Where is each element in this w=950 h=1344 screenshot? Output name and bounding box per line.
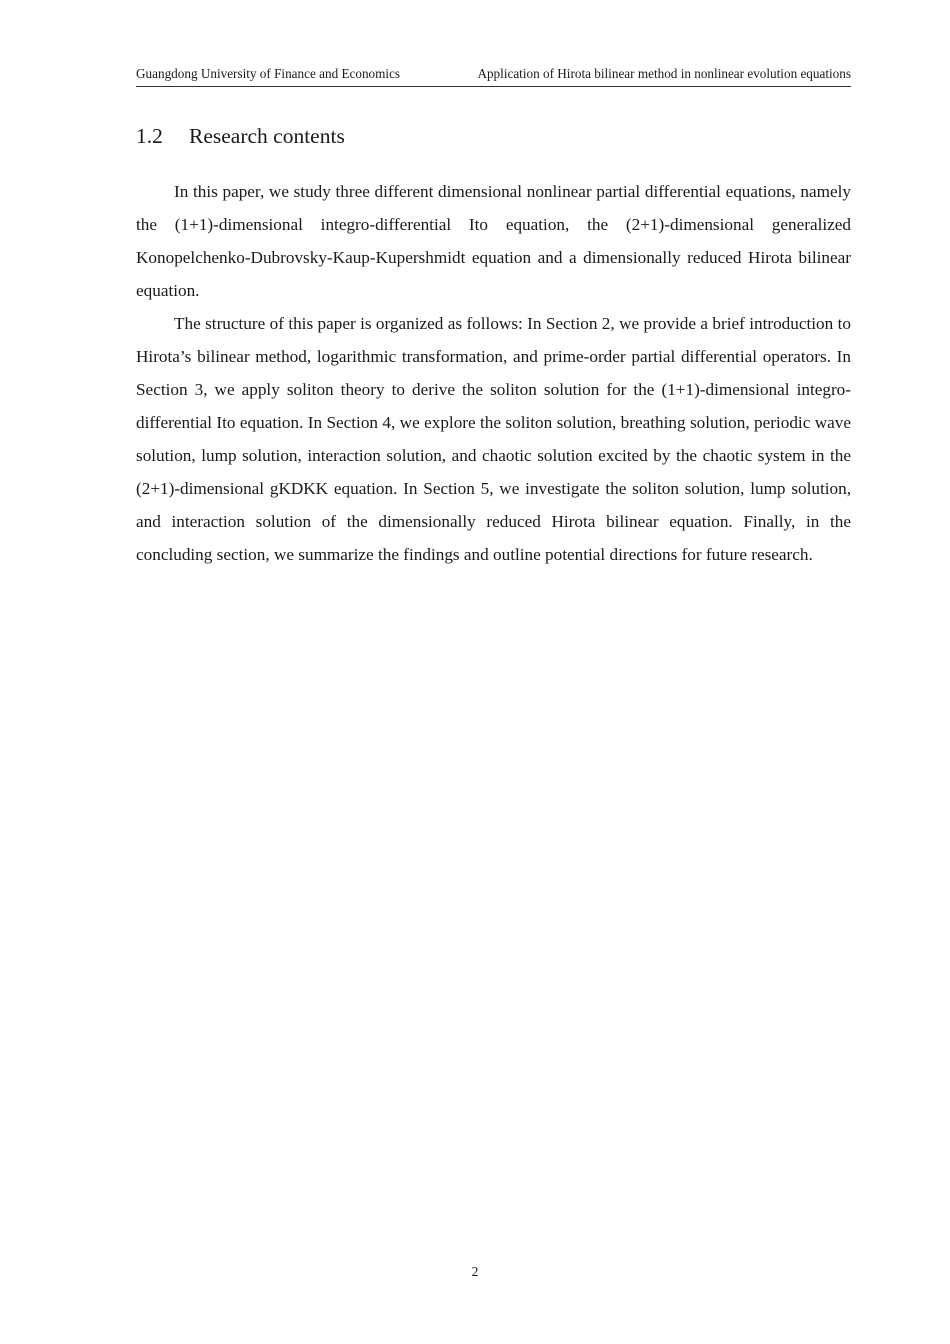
section-heading (136, 121, 345, 151)
page-number: 2 (471, 1264, 479, 1279)
header-institution: Guangdong University of Finance and Economics (136, 66, 401, 81)
paragraph-structure: The structure of this paper is organized as follows: In Section 2, we provide a brief introduction to Hirota’s bilinear method, logarithmic transformation, and prime-order partial differential operators. In Section 3, we apply soliton theory to derive the soliton solution for the (1+1)-dimensional integro-differential Ito equation. In Section 4, we explore the soliton solution, breathing solution, periodic wave solution, lump solution, interaction solution, and chaotic solution excited by the chaotic system in the (2+1)-dimensional gKDKK equation. In Section 5, we investigate the soliton solution, lump solution, and interaction solution of the dimensionally reduced Hirota bilinear equation. Finally, in the concluding section, we summarize the findings and outline potential directions for future research. (136, 314, 851, 564)
section-title: Research contents (189, 124, 345, 148)
running-header (136, 64, 851, 87)
body-text (136, 175, 851, 571)
paragraph-intro: In this paper, we study three different dimensional nonlinear partial differential equations, namely the (1+1)-dimensional integro-differential Ito equation, the (2+1)-dimensional generalized Konopelchenko-Dubrovsky-Kaup-Kupershmidt equation and a dimensionally reduced Hirota bilinear equation. (136, 182, 851, 300)
section-number: 1.2 (136, 124, 163, 148)
header-paper-title: Application of Hirota bilinear method in nonlinear evolution equations (477, 66, 851, 81)
